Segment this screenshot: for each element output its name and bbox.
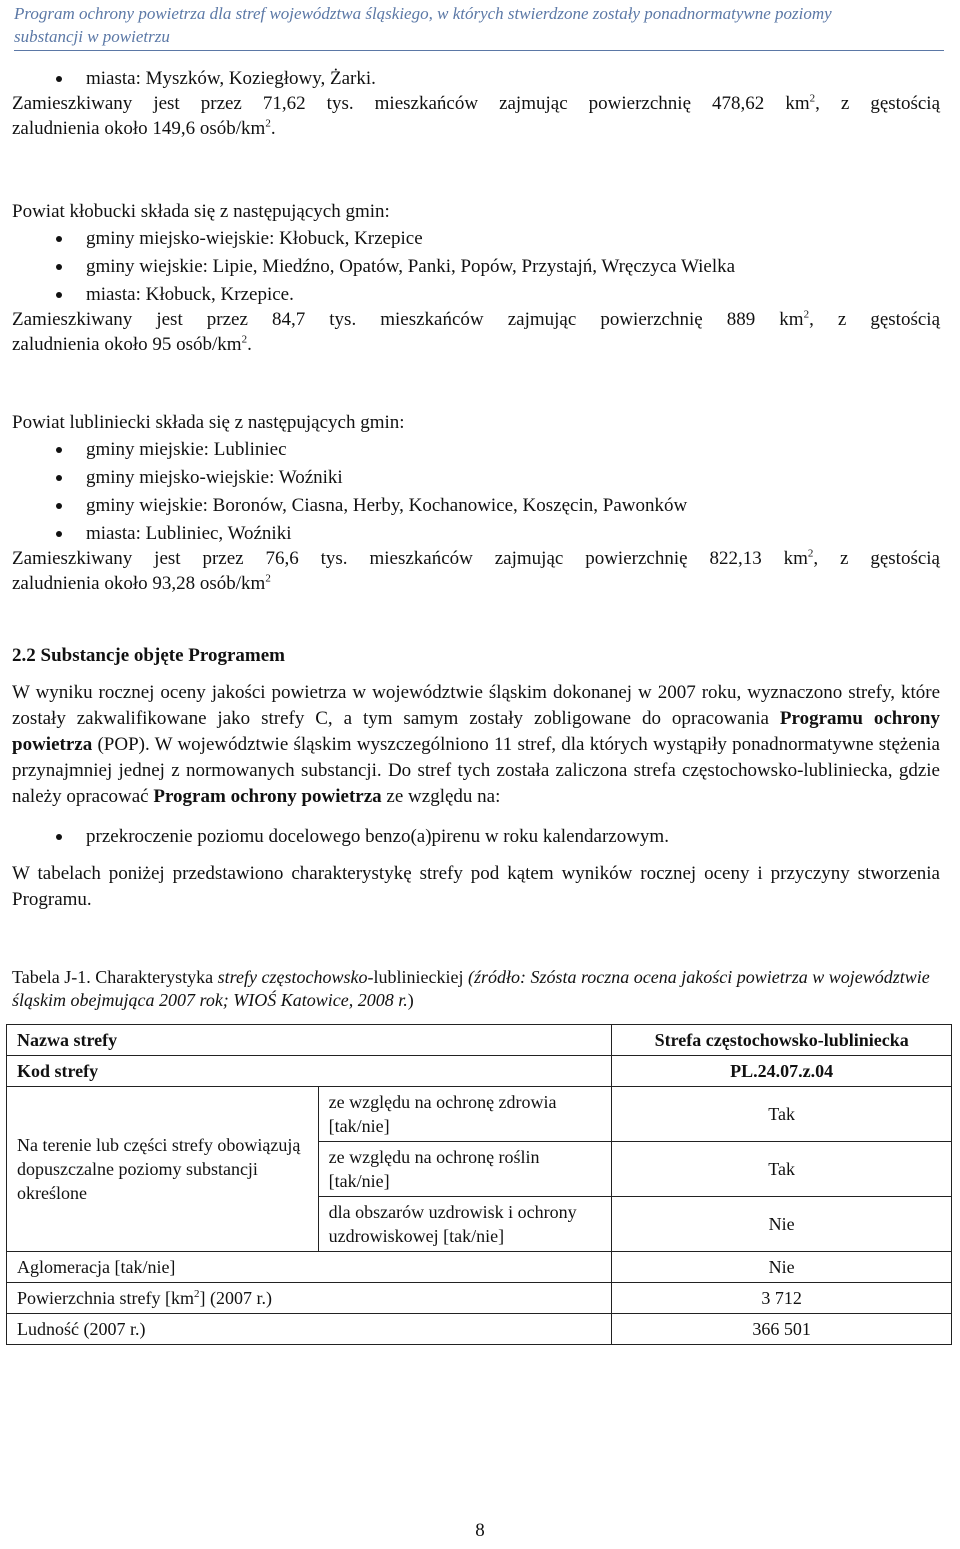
table-row	[7, 1025, 952, 1056]
caption-text: )	[407, 990, 414, 1010]
list-item: gminy miejsko-wiejskie: Kłobuck, Krzepice	[12, 226, 940, 251]
list-item: gminy wiejskie: Lipie, Miedźno, Opatów, Panki, Popów, Przystajń, Wręczyca Wielka	[12, 254, 940, 279]
klobucki-density	[12, 332, 940, 357]
table-label-cell: Nazwa strefy	[7, 1025, 612, 1056]
table-value-cell: Nie	[612, 1197, 952, 1252]
myszkow-list	[12, 66, 940, 91]
header-line-2: substancji w powietrzu	[14, 27, 170, 46]
caption-italic: (źródło: Szósta roczna ocena jakości powietrza w województwie śląskim obejmująca 2007 rok; WIOŚ Katowice, 2008 r.	[12, 967, 930, 1010]
klobucki-population	[12, 307, 940, 332]
table-value-cell: PL.24.07.z.04	[612, 1056, 952, 1087]
lubliniecki-density	[12, 571, 940, 596]
table-sublabel-cell: ze względu na ochronę zdrowia [tak/nie]	[318, 1087, 612, 1142]
list-item: przekroczenie poziomu docelowego benzo(a)pirenu w roku kalendarzowym.	[12, 824, 940, 849]
klobucki-block	[12, 199, 940, 357]
list-item: gminy miejsko-wiejskie: Woźniki	[12, 465, 940, 490]
superscript: 2	[265, 117, 271, 130]
label-text-tail: ] (2007 r.)	[199, 1288, 272, 1308]
section-2-2	[12, 643, 940, 913]
population-text-tail: , z gęstością	[815, 93, 940, 114]
table-value-cell: 3 712	[612, 1283, 952, 1314]
label-text: Powierzchnia strefy [km	[17, 1288, 194, 1308]
table-value-cell: Tak	[612, 1087, 952, 1142]
population-text: Zamieszkiwany jest przez 76,6 tys. mieszkańców zajmując powierzchnię 822,13 km	[12, 548, 808, 569]
section-paragraph-2: W tabelach poniżej przedstawiono charakterystykę strefy pod kątem wyników rocznej oceny i przyczyny stworzenia Programu.	[12, 863, 940, 910]
density-text-tail: .	[270, 118, 276, 139]
table-sublabel-cell: dla obszarów uzdrowisk i ochrony uzdrowiskowej [tak/nie]	[318, 1197, 612, 1252]
table-value-cell: 366 501	[612, 1314, 952, 1345]
table-row	[7, 1283, 952, 1314]
superscript: 2	[807, 547, 814, 560]
paragraph-text: ze względu na:	[381, 786, 501, 807]
table-label-cell: Kod strefy	[7, 1056, 612, 1087]
caption-text: lublinieckiej	[373, 967, 468, 987]
klobucki-list	[12, 226, 940, 307]
lubliniecki-list	[12, 437, 940, 546]
density-text: zaludnienia około 149,6 osób/km	[12, 118, 266, 139]
table-label-cell: Ludność (2007 r.)	[7, 1314, 612, 1345]
superscript: 2	[809, 92, 816, 105]
section-heading: 2.2 Substancje objęte Programem	[12, 645, 285, 666]
paragraph-text: W wyniku rocznej oceny jakości powietrza w województwie śląskim dokonanej w 2007 roku, wyznaczono strefy, które zostały zakwalifikowane jako strefy C, a tym samym zostały zobligowane do opracowania	[12, 682, 940, 729]
table-row	[7, 1314, 952, 1345]
list-item: miasta: Lubliniec, Woźniki	[12, 521, 940, 546]
table-label-cell	[7, 1283, 612, 1314]
running-header	[14, 2, 944, 51]
table-row	[7, 1252, 952, 1283]
header-line-1: Program ochrony powietrza dla stref województwa śląskiego, w których stwierdzone zostały ponadnormatywne poziomy	[14, 4, 832, 23]
table-caption	[12, 966, 940, 1012]
caption-italic: strefy częstochowsko-	[217, 967, 374, 987]
section-paragraph-1	[12, 680, 940, 810]
list-item: miasta: Kłobuck, Krzepice.	[12, 282, 940, 307]
table-sublabel-cell: ze względu na ochronę roślin [tak/nie]	[318, 1142, 612, 1197]
superscript: 2	[803, 308, 810, 321]
program-name-bold: Program ochrony powietrza	[153, 786, 382, 807]
table-row	[7, 1056, 952, 1087]
density-text: zaludnienia około 95 osób/km	[12, 334, 242, 355]
lubliniecki-block	[12, 410, 940, 596]
lubliniecki-intro: Powiat lubliniecki składa się z następujących gmin:	[12, 412, 405, 433]
klobucki-intro: Powiat kłobucki składa się z następujących gmin:	[12, 201, 390, 222]
superscript: 2	[241, 333, 248, 346]
list-item: gminy wiejskie: Boronów, Ciasna, Herby, Kochanowice, Koszęcin, Pawonków	[12, 493, 940, 518]
table-label-cell: Na terenie lub części strefy obowiązują dopuszczalne poziomy substancji określone	[7, 1087, 319, 1252]
zone-characteristics-table	[6, 1024, 952, 1345]
caption-text: Tabela J-1. Charakterystyka	[12, 967, 218, 987]
page-number: 8	[475, 1520, 485, 1541]
myszkow-density	[12, 116, 940, 141]
superscript: 2	[265, 572, 271, 585]
table-value-cell: Tak	[612, 1142, 952, 1197]
program-name-bold: Programu ochrony powietrza	[12, 708, 940, 755]
list-item: miasta: Myszków, Koziegłowy, Żarki.	[12, 66, 940, 91]
population-text: Zamieszkiwany jest przez 84,7 tys. mieszkańców zajmując powierzchnię 889 km	[12, 309, 804, 330]
myszkow-block	[12, 66, 940, 141]
paragraph-text: (POP). W województwie śląskim wyszczególniono 11 stref, dla których wystąpiły ponadnormatywne stężenia przynajmniej jednej z normowanych substancji. Do stref tych została zaliczona strefa częstochowsko-lubliniecka, gdzie należy opracować	[12, 734, 940, 807]
section-list	[12, 824, 940, 849]
population-text: Zamieszkiwany jest przez 71,62 tys. mieszkańców zajmując powierzchnię 478,62 km	[12, 93, 810, 114]
density-text-tail: .	[247, 334, 252, 355]
lubliniecki-population	[12, 546, 940, 571]
population-text-tail: , z gęstością	[809, 309, 940, 330]
table-value-cell: Strefa częstochowsko-lubliniecka	[612, 1025, 952, 1056]
table-row	[7, 1087, 952, 1142]
table-label-cell: Aglomeracja [tak/nie]	[7, 1252, 612, 1283]
density-text: zaludnienia około 93,28 osób/km	[12, 573, 266, 594]
list-item: gminy miejskie: Lubliniec	[12, 437, 940, 462]
myszkow-population	[12, 91, 940, 116]
population-text-tail: , z gęstością	[813, 548, 940, 569]
superscript: 2	[193, 1288, 200, 1300]
table-value-cell: Nie	[612, 1252, 952, 1283]
